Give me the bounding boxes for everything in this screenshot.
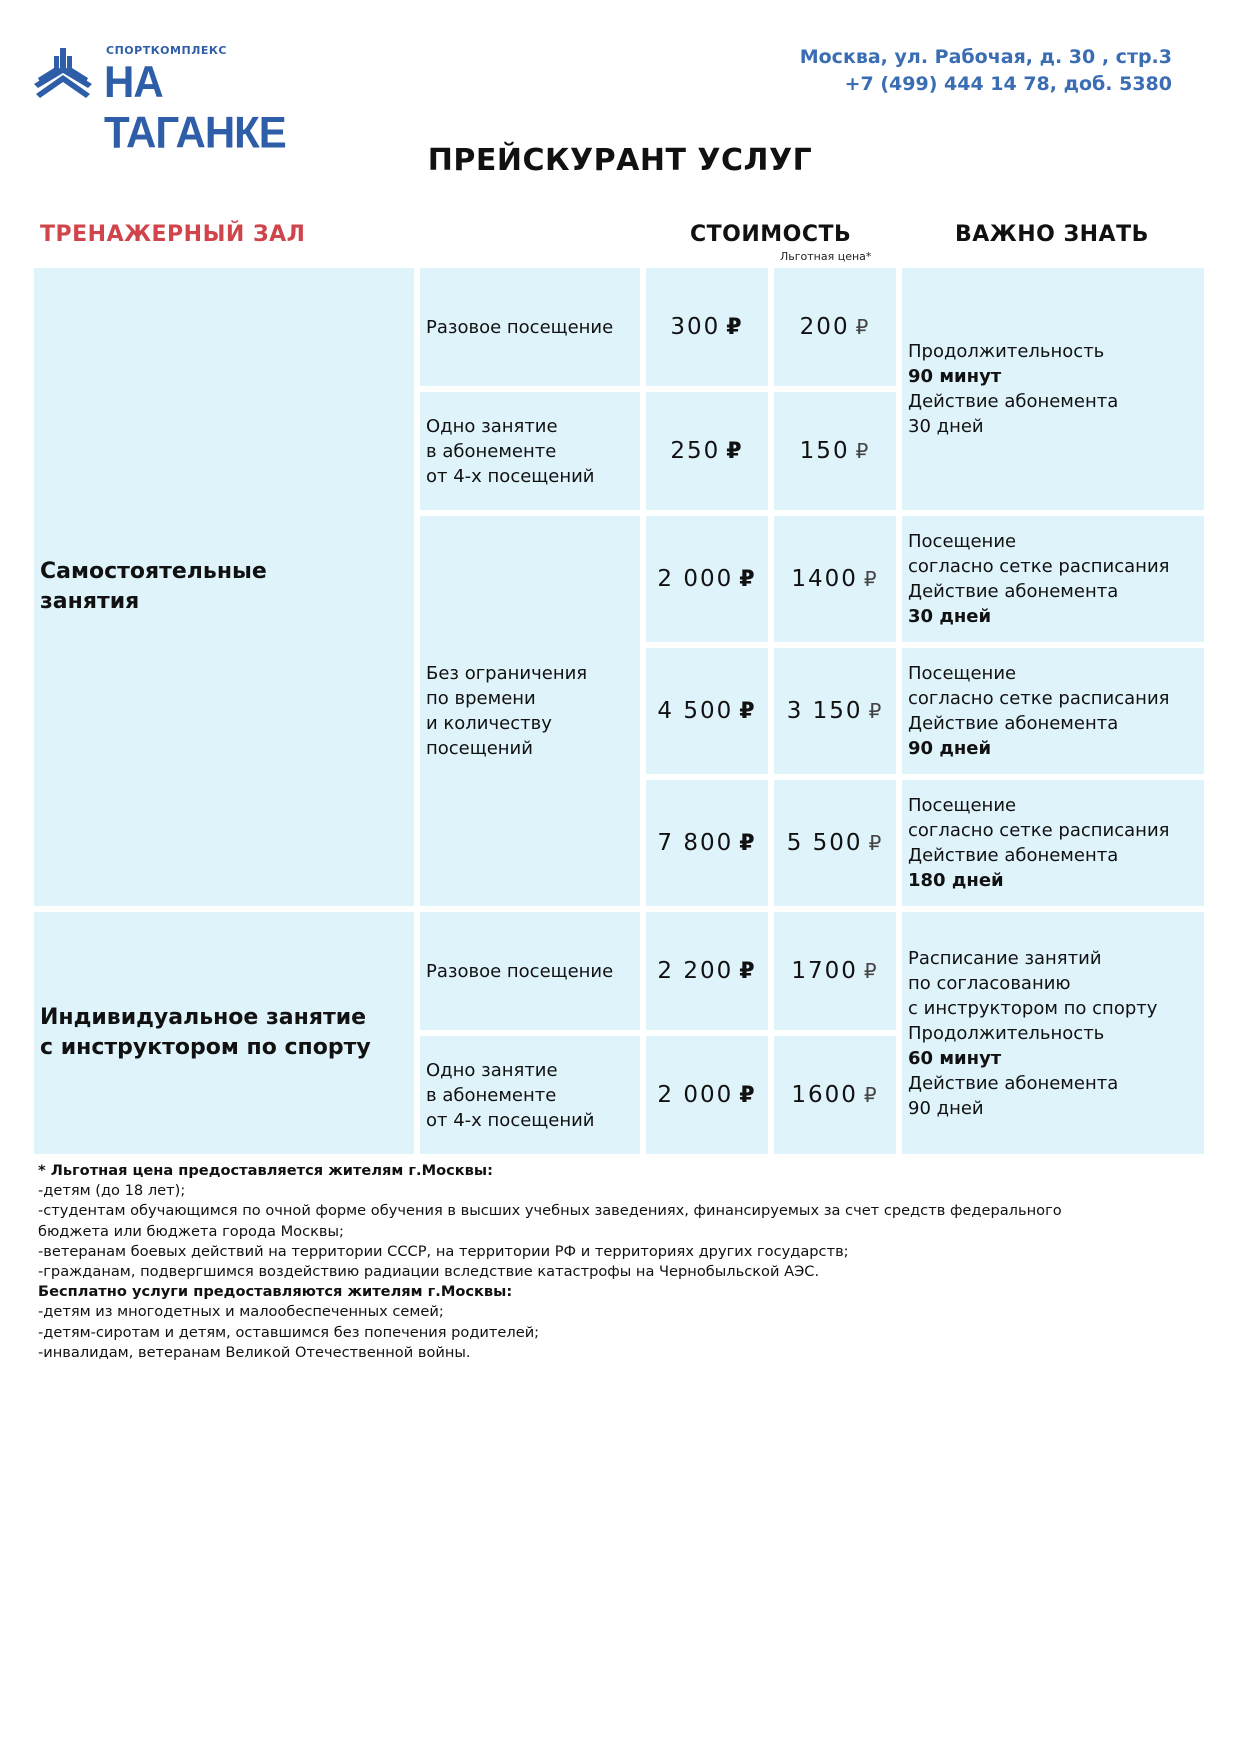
price-cell — [646, 392, 768, 510]
price-cell — [646, 1036, 768, 1154]
service-line: Без ограничения — [426, 663, 588, 684]
ruble-icon: ₽ — [863, 1083, 879, 1107]
service-line: Разовое посещение — [426, 960, 614, 982]
discount-price-cell — [774, 516, 896, 642]
info-line: Действие абонемента — [908, 391, 1119, 412]
ruble-icon: ₽ — [739, 698, 757, 724]
ruble-icon: ₽ — [739, 958, 757, 984]
logo-subtitle: СПОРТКОМПЛЕКС — [106, 44, 227, 57]
ruble-icon: ₽ — [739, 830, 757, 856]
info-line: Посещение — [908, 531, 1017, 552]
service-cell — [420, 1036, 640, 1154]
section-title: ТРЕНАЖЕРНЫЙ ЗАЛ — [40, 222, 306, 247]
column-header-cost: СТОИМОСТЬ — [690, 222, 852, 247]
footnote-heading: * Льготная цена предоставляется жителям г.Москвы: — [38, 1162, 493, 1179]
info-line: Продолжительность — [908, 341, 1105, 362]
info-line: 60 минут — [908, 1047, 1002, 1069]
price-cell — [646, 516, 768, 642]
ruble-icon: ₽ — [868, 699, 884, 723]
info-cell — [902, 268, 1204, 510]
discount-price-cell — [774, 268, 896, 386]
info-line: согласно сетке расписания — [908, 688, 1170, 709]
info-line: Действие абонемента — [908, 1072, 1119, 1094]
price-value: 4 500 — [657, 698, 734, 724]
service-cell — [420, 912, 640, 1030]
price-value: 2 000 — [657, 1082, 734, 1108]
info-line: Продолжительность — [908, 1022, 1105, 1044]
category-line: Индивидуальное занятие — [40, 1005, 367, 1030]
service-line: от 4-х посещений — [426, 1109, 595, 1131]
price-value: 2 200 — [657, 958, 734, 984]
info-line: Расписание занятий — [908, 947, 1102, 969]
discount-value: 200 — [799, 314, 850, 340]
footnote-line: -ветеранам боевых действий на территории СССР, на территории РФ и территориях других государств; — [38, 1242, 849, 1260]
phone: +7 (499) 444 14 78, доб. 5380 — [844, 73, 1172, 95]
footnote-line: -студентам обучающимся по очной форме обучения в высших учебных заведениях, финансируемых за счет средств федерального — [38, 1202, 1062, 1220]
price-value: 7 800 — [657, 830, 734, 856]
ruble-icon: ₽ — [739, 1082, 757, 1108]
ruble-icon: ₽ — [726, 438, 744, 464]
discount-price-cell — [774, 912, 896, 1030]
discount-price-cell — [774, 780, 896, 906]
info-line: Посещение — [908, 663, 1017, 684]
category-line: Самостоятельные — [40, 559, 267, 584]
service-cell — [420, 516, 640, 906]
category-line: занятия — [40, 589, 140, 614]
footnote-heading: Бесплатно услуги предоставляются жителям г.Москвы: — [38, 1283, 513, 1301]
logo-name: НА ТАГАНКЕ — [104, 57, 286, 157]
ruble-icon: ₽ — [863, 567, 879, 591]
price-value: 300 — [670, 314, 721, 340]
footnote-line: бюджета или бюджета города Москвы; — [38, 1222, 344, 1240]
info-cell — [902, 780, 1204, 906]
info-line: 90 дней — [908, 738, 992, 759]
page-title: ПРЕЙСКУРАНТ УСЛУГ — [427, 143, 813, 178]
column-header-info: ВАЖНО ЗНАТЬ — [955, 222, 1149, 247]
info-cell — [902, 912, 1204, 1154]
price-cell — [646, 780, 768, 906]
column-subheader-discount: Льготная цена* — [780, 250, 872, 263]
info-line: согласно сетке расписания — [908, 820, 1170, 841]
price-value: 250 — [670, 438, 721, 464]
info-line: с инструктором по спорту — [908, 997, 1158, 1019]
discount-value: 3 150 — [786, 698, 863, 724]
service-line: Одно занятие — [426, 415, 558, 437]
ruble-icon: ₽ — [726, 314, 744, 340]
service-line: по времени — [426, 688, 536, 709]
info-line: согласно сетке расписания — [908, 556, 1170, 577]
logo-emblem-icon — [34, 48, 92, 98]
ruble-icon: ₽ — [868, 831, 884, 855]
footnote-line: -инвалидам, ветеранам Великой Отечественной войны. — [38, 1343, 471, 1361]
price-cell — [646, 648, 768, 774]
footnote-line: -детям из многодетных и малообеспеченных семей; — [38, 1303, 444, 1321]
info-line: 30 дней — [908, 416, 984, 437]
footnote-line: -детям-сиротам и детям, оставшимся без попечения родителей; — [38, 1323, 540, 1341]
info-line: по согласованию — [908, 972, 1071, 994]
category-line: с инструктором по спорту — [40, 1035, 371, 1060]
service-line: Разовое посещение — [426, 316, 614, 338]
service-line: и количеству — [426, 713, 552, 734]
discount-value: 1700 — [791, 958, 858, 984]
ruble-icon: ₽ — [855, 439, 871, 463]
info-line: 90 дней — [908, 1097, 984, 1119]
discount-price-cell — [774, 392, 896, 510]
service-line: посещений — [426, 738, 533, 759]
info-cell — [902, 516, 1204, 642]
price-cell — [646, 268, 768, 386]
info-line: Посещение — [908, 795, 1017, 816]
info-line: 90 минут — [908, 366, 1002, 387]
discount-value: 5 500 — [786, 830, 863, 856]
discount-price-cell — [774, 648, 896, 774]
price-cell — [646, 912, 768, 1030]
service-line: Одно занятие — [426, 1059, 558, 1081]
service-cell — [420, 392, 640, 510]
discount-value: 1600 — [791, 1082, 858, 1108]
footnote-line: -детям (до 18 лет); — [38, 1182, 186, 1200]
info-cell — [902, 648, 1204, 774]
ruble-icon: ₽ — [739, 566, 757, 592]
address: Москва, ул. Рабочая, д. 30 , стр.3 — [799, 46, 1172, 68]
service-line: в абонементе — [426, 440, 557, 462]
footnote-line: -гражданам, подвергшимся воздействию радиации вследствие катастрофы на Чернобыльской АЭС. — [38, 1263, 820, 1281]
info-line: Действие абонемента — [908, 713, 1119, 734]
category-cell — [34, 268, 414, 906]
info-line: 30 дней — [908, 606, 992, 627]
service-line: в абонементе — [426, 1084, 557, 1106]
info-line: 180 дней — [908, 870, 1004, 891]
service-line: от 4-х посещений — [426, 465, 595, 487]
price-value: 2 000 — [657, 566, 734, 592]
category-cell — [34, 912, 414, 1154]
discount-price-cell — [774, 1036, 896, 1154]
contact-block — [800, 44, 1172, 98]
info-line: Действие абонемента — [908, 581, 1119, 602]
discount-value: 150 — [799, 438, 850, 464]
service-cell — [420, 268, 640, 386]
footnotes — [38, 1161, 1208, 1363]
ruble-icon: ₽ — [855, 315, 871, 339]
info-line: Действие абонемента — [908, 845, 1119, 866]
ruble-icon: ₽ — [863, 959, 879, 983]
logo — [34, 44, 314, 157]
discount-value: 1400 — [791, 566, 858, 592]
